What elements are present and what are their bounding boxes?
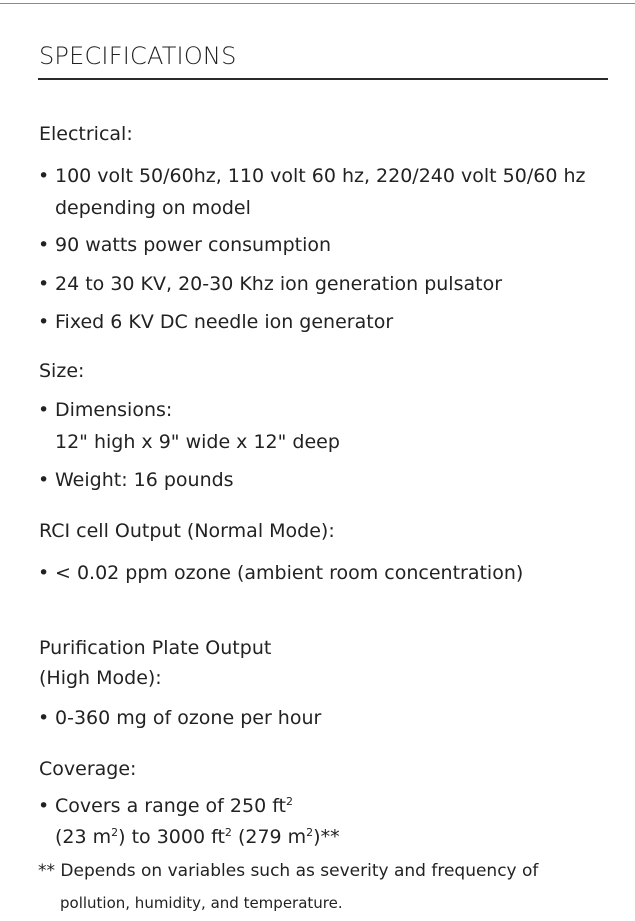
size-dimensions-label: Dimensions: xyxy=(55,399,173,421)
coverage-heading: Coverage: xyxy=(39,758,137,780)
size-dimensions-item xyxy=(38,394,172,426)
coverage-range-cont xyxy=(55,821,340,853)
size-dimensions-value: 12" high x 9" wide x 12" deep xyxy=(55,431,340,453)
rci-ozone-item xyxy=(38,557,523,589)
bullet-icon: • xyxy=(38,562,50,584)
electrical-pulsator-item xyxy=(38,268,502,300)
superscript: 2 xyxy=(306,826,314,839)
superscript: 2 xyxy=(111,826,119,839)
plate-ozone-text: 0-360 mg of ozone per hour xyxy=(55,707,322,729)
electrical-needle-text: Fixed 6 KV DC needle ion generator xyxy=(55,311,394,333)
bullet-icon: • xyxy=(38,707,50,729)
footnote-line1: ** Depends on variables such as severity and frequency of xyxy=(38,861,539,881)
page-title: SPECIFICATIONS xyxy=(39,42,237,70)
electrical-voltage-cont: depending on model xyxy=(55,197,251,219)
size-heading: Size: xyxy=(39,360,85,382)
bullet-icon: • xyxy=(38,795,50,817)
electrical-power-item xyxy=(38,229,331,261)
electrical-heading: Electrical: xyxy=(39,123,133,145)
coverage-range-item xyxy=(38,790,293,822)
electrical-pulsator-text: 24 to 30 KV, 20-30 Khz ion generation pulsator xyxy=(55,273,503,295)
top-border-rule xyxy=(0,3,635,4)
bullet-icon: • xyxy=(38,165,50,187)
electrical-needle-item xyxy=(38,306,393,338)
bullet-icon: • xyxy=(38,311,50,333)
bullet-icon: • xyxy=(38,399,50,421)
coverage-range-text: Covers a range of 250 ft xyxy=(55,795,287,817)
size-weight-text: Weight: 16 pounds xyxy=(55,469,234,491)
title-underline xyxy=(38,78,608,80)
electrical-voltage-item xyxy=(38,160,585,192)
superscript: 2 xyxy=(224,826,232,839)
bullet-icon: • xyxy=(38,273,50,295)
coverage-text-part: (279 m xyxy=(231,826,307,848)
bullet-icon: • xyxy=(38,234,50,256)
plate-ozone-item xyxy=(38,702,321,734)
electrical-voltage-text: 100 volt 50/60hz, 110 volt 60 hz, 220/240 volt 50/60 hz xyxy=(55,165,586,187)
bullet-icon: • xyxy=(38,469,50,491)
rci-heading: RCI cell Output (Normal Mode): xyxy=(39,520,335,542)
plate-heading-line1: Purification Plate Output xyxy=(39,637,272,659)
superscript: 2 xyxy=(286,795,294,808)
plate-heading-line2: (High Mode): xyxy=(39,667,162,689)
coverage-text-part: (23 m xyxy=(55,826,112,848)
coverage-text-part: ) to 3000 ft xyxy=(118,826,225,848)
rci-ozone-text: < 0.02 ppm ozone (ambient room concentration) xyxy=(55,562,524,584)
size-weight-item xyxy=(38,464,234,496)
footnote-line2: pollution, humidity, and temperature. xyxy=(60,894,343,912)
coverage-text-part: )** xyxy=(313,826,340,848)
electrical-power-text: 90 watts power consumption xyxy=(55,234,332,256)
